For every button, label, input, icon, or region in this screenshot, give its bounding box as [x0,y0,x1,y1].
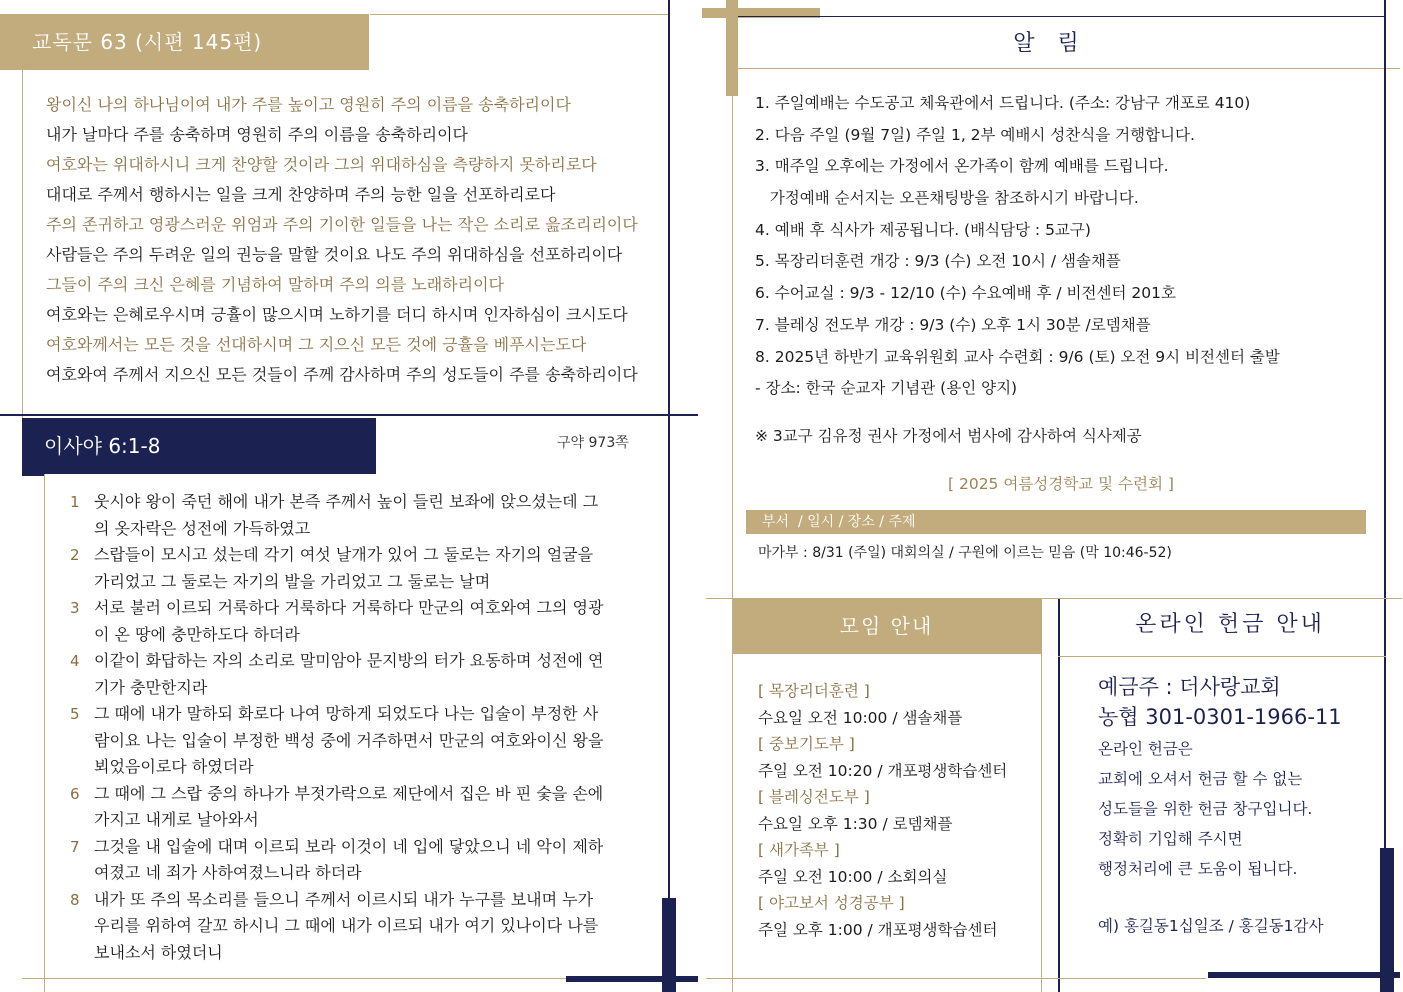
offering-notes [1098,734,1378,884]
notice-item: 8. 2025년 하반기 교육위원회 교사 수련회 : 9/6 (토) 오전 9시 비전센터 출발 [755,347,1280,366]
verse-line: 그 때에 내가 말하되 화로다 나여 망하게 되었도다 나는 입술이 부정한 사 [94,704,599,723]
verse [70,489,636,542]
verse-line: 그 때에 그 스랍 중의 하나가 부젓가락으로 제단에서 집은 바 핀 숯을 손에 [94,783,604,803]
notice-item: 가정예배 순서지는 오픈채팅방을 참조하시기 바랍니다. [755,189,1139,208]
notice-item: 2. 다음 주일 (9월 7일) 주일 1, 2부 예배시 성찬식을 거행합니다. [755,125,1195,144]
meeting-name: [ 야고보서 성경공부 ] [758,894,905,912]
verse [70,887,636,967]
notice-item: 4. 예배 후 식사가 제공됩니다. (배식담당 : 5교구) [755,220,1091,239]
verse-line: 서로 불러 이르되 거룩하다 거룩하다 거룩하다 만군의 여호와여 그의 영광 [94,598,604,617]
isaiah-corner-accent [22,474,44,476]
verse-line: 웃시야 왕이 죽던 해에 내가 본즉 주께서 높이 들린 보좌에 앉으셨는데 그 [94,492,599,511]
psalm-line: 여호와께서는 모든 것을 선대하시며 그 지으신 모든 것에 긍휼을 베푸시는도다 [46,335,587,354]
verse-number: 7 [70,837,80,856]
psalm-title: 교독문 63 (시편 145편) [0,14,369,70]
notice-item: 5. 목장리더훈련 개강 : 9/3 (수) 오전 10시 / 샘솔채플 [755,252,1121,271]
offering-note: 교회에 오셔서 헌금 할 수 없는 [1098,770,1303,788]
right-bottom-line [706,978,1206,979]
isaiah-page-ref: 구약 973쪽 [557,435,629,451]
verse-line: 이 온 땅에 충만하도다 하더라 [94,624,300,644]
meet-left-border [732,654,733,992]
verse-number: 1 [70,493,80,511]
psalm-line: 여호와는 은혜로우시며 긍휼이 많으시며 노하기를 더디 하시며 인자하심이 크시도다 [46,305,628,324]
verse-line: 기가 충만한지라 [94,677,208,697]
meeting-detail: 주일 오전 10:00 / 소회의실 [758,867,948,886]
verse-number: 2 [70,546,80,564]
psalm-line: 사람들은 주의 두려운 일의 권능을 말할 것이요 나도 주의 위대하심을 선포하리이다 [46,245,623,264]
verse-line: 내가 또 주의 목소리를 들으니 주께서 이르시되 내가 누구를 보내며 누가 [94,889,594,909]
psalm-right-border [668,0,670,992]
psalm-line: 내가 날마다 주를 송축하며 영원히 주의 이름을 송축하리이다 [46,125,469,144]
meeting-name: [ 블레싱전도부 ] [758,788,870,806]
right-right-border [1384,0,1386,992]
right-top-navy-line [738,16,1384,17]
notice-item: 7. 블레싱 전도부 개강 : 9/3 (수) 오후 1시 30분 /로뎀채플 [755,315,1151,334]
vbs-row: 마가부 : 8/31 (주일) 대회의실 / 구원에 이르는 믿음 (막 10:46-52) [758,545,1172,561]
verse-number: 5 [70,705,80,723]
verse [70,701,636,781]
right-bottom-block-h [1208,972,1400,978]
notices-title: 알 림 [1013,31,1087,56]
vbs-header: 부서 / 일시 / 장소 / 주제 [746,510,1366,534]
verse-line: 이같이 화답하는 자의 소리로 말미암아 문지방의 터가 요동하며 성전에 연 [94,651,604,670]
verse-line: 람이요 나는 입술이 부정한 백성 중에 거주하면서 만군의 여호와이신 왕을 [94,730,604,750]
verse-line: 보내소서 하였더니 [94,942,223,962]
isaiah-title: 이사야 6:1-8 [22,418,376,474]
verse-line: 가리었고 그 둘로는 자기의 발을 가리었고 그 둘로는 날며 [94,571,491,591]
psalm-line: 그들이 주의 크신 은혜를 기념하여 말하며 주의 의를 노래하리이다 [46,275,505,294]
left-bottom-block-h [566,976,698,982]
verse-line: 뵈었음이로다 하였더라 [94,757,254,776]
left-page-edge [22,70,23,418]
meeting-name: [ 목장리더훈련 ] [758,682,870,700]
notice-special: ※ 3교구 김유정 권사 가정에서 범사에 감사하여 식사제공 [755,427,1142,445]
account-holder: 예금주 : 더사랑교회 [1098,675,1281,699]
verse-line: 가지고 내게로 날아와서 [94,810,259,829]
notice-item: 3. 매주일 오후에는 가정에서 온가족이 함께 예배를 드립니다. [755,157,1169,176]
top-border-left [370,14,668,15]
verse-number: 3 [70,599,80,617]
notices-list [755,88,1375,405]
psalm-line: 여호와여 주께서 지으신 모든 것들이 주께 감사하며 주의 성도들이 주를 송축하리이다 [46,365,638,384]
meet-right-border [1041,599,1042,992]
psalm-reading [46,90,666,390]
notice-item: - 장소: 한국 순교자 기념관 (용인 양지) [755,379,1018,398]
right-left-border [732,60,733,600]
offering-example: 예) 홍길동1십일조 / 홍길동1감사 [1098,917,1324,935]
meeting-detail: 수요일 오전 10:00 / 샘솔채플 [758,708,963,727]
meeting-name: [ 중보기도부 ] [758,735,855,753]
account-number: 농협 301-0301-1966-11 [1098,705,1342,729]
meetings-title: 모임 안내 [732,599,1041,654]
verse-line: 여졌고 네 죄가 사하여졌느니라 하더라 [94,863,362,882]
notice-item: 6. 수어교실 : 9/3 - 12/10 (수) 수요예배 후 / 비전센터 201호 [755,284,1176,303]
isaiah-left-border [44,474,45,992]
verse-line: 스랍들이 모시고 섰는데 각기 여섯 날개가 있어 그 둘로는 자기의 얼굴을 [94,545,594,564]
verse [70,834,636,887]
verse-line: 우리를 위하여 갈꼬 하시니 그 때에 내가 이르되 내가 여기 있나이다 나를 [94,916,599,935]
meetings-list [758,678,1038,943]
psalm-line: 주의 존귀하고 영광스러운 위엄과 주의 기이한 일들을 나는 작은 소리로 읊조리리이다 [46,215,638,234]
offering-top-gold [1058,656,1386,657]
meeting-detail: 주일 오전 10:20 / 개포평생학습센터 [758,761,1008,780]
psalm-line: 왕이신 나의 하나님이여 내가 주를 높이고 영원히 주의 이름을 송축하리이다 [46,95,571,114]
verse-number: 6 [70,784,80,803]
verse-line: 의 옷자락은 성전에 가득하였고 [94,518,311,538]
meeting-detail: 수요일 오후 1:30 / 로뎀채플 [758,814,953,833]
vbs-title: [ 2025 여름성경학교 및 수련회 ] [948,475,1174,493]
offering-note: 정확히 기입해 주시면 [1098,830,1243,848]
verse [70,542,636,595]
psalm-bottom-divider [0,414,698,416]
offering-title: 온라인 헌금 안내 [1135,612,1325,637]
verse-number: 4 [70,652,80,670]
right-bottom-block-v [1380,848,1394,992]
offering-note: 행정처리에 큰 도움이 됩니다. [1098,860,1298,878]
right-top-line [738,68,1400,69]
offering-note: 온라인 헌금은 [1098,740,1193,758]
psalm-line: 여호와는 위대하시니 크게 찬양할 것이라 그의 위대하심을 측량하지 못하리로다 [46,155,597,174]
notice-item: 1. 주일예배는 수도공고 체육관에서 드립니다. (주소: 강남구 개포로 410) [755,94,1251,112]
verse-number: 8 [70,890,80,909]
verse [70,781,636,834]
psalm-line: 대대로 주께서 행하시는 일을 크게 찬양하며 주의 능한 일을 선포하리로다 [46,185,556,204]
verse [70,595,636,648]
meeting-detail: 주일 오후 1:00 / 개포평생학습센터 [758,920,998,939]
meeting-name: [ 새가족부 ] [758,841,840,859]
verse [70,648,636,701]
offering-note: 성도들을 위한 헌금 창구입니다. [1098,800,1313,818]
verse-line: 그것을 내 입술에 대며 이르되 보라 이것이 네 입에 닿았으니 네 악이 제하 [94,836,604,856]
isaiah-verses [70,489,636,966]
offering-left-border [1058,599,1060,992]
